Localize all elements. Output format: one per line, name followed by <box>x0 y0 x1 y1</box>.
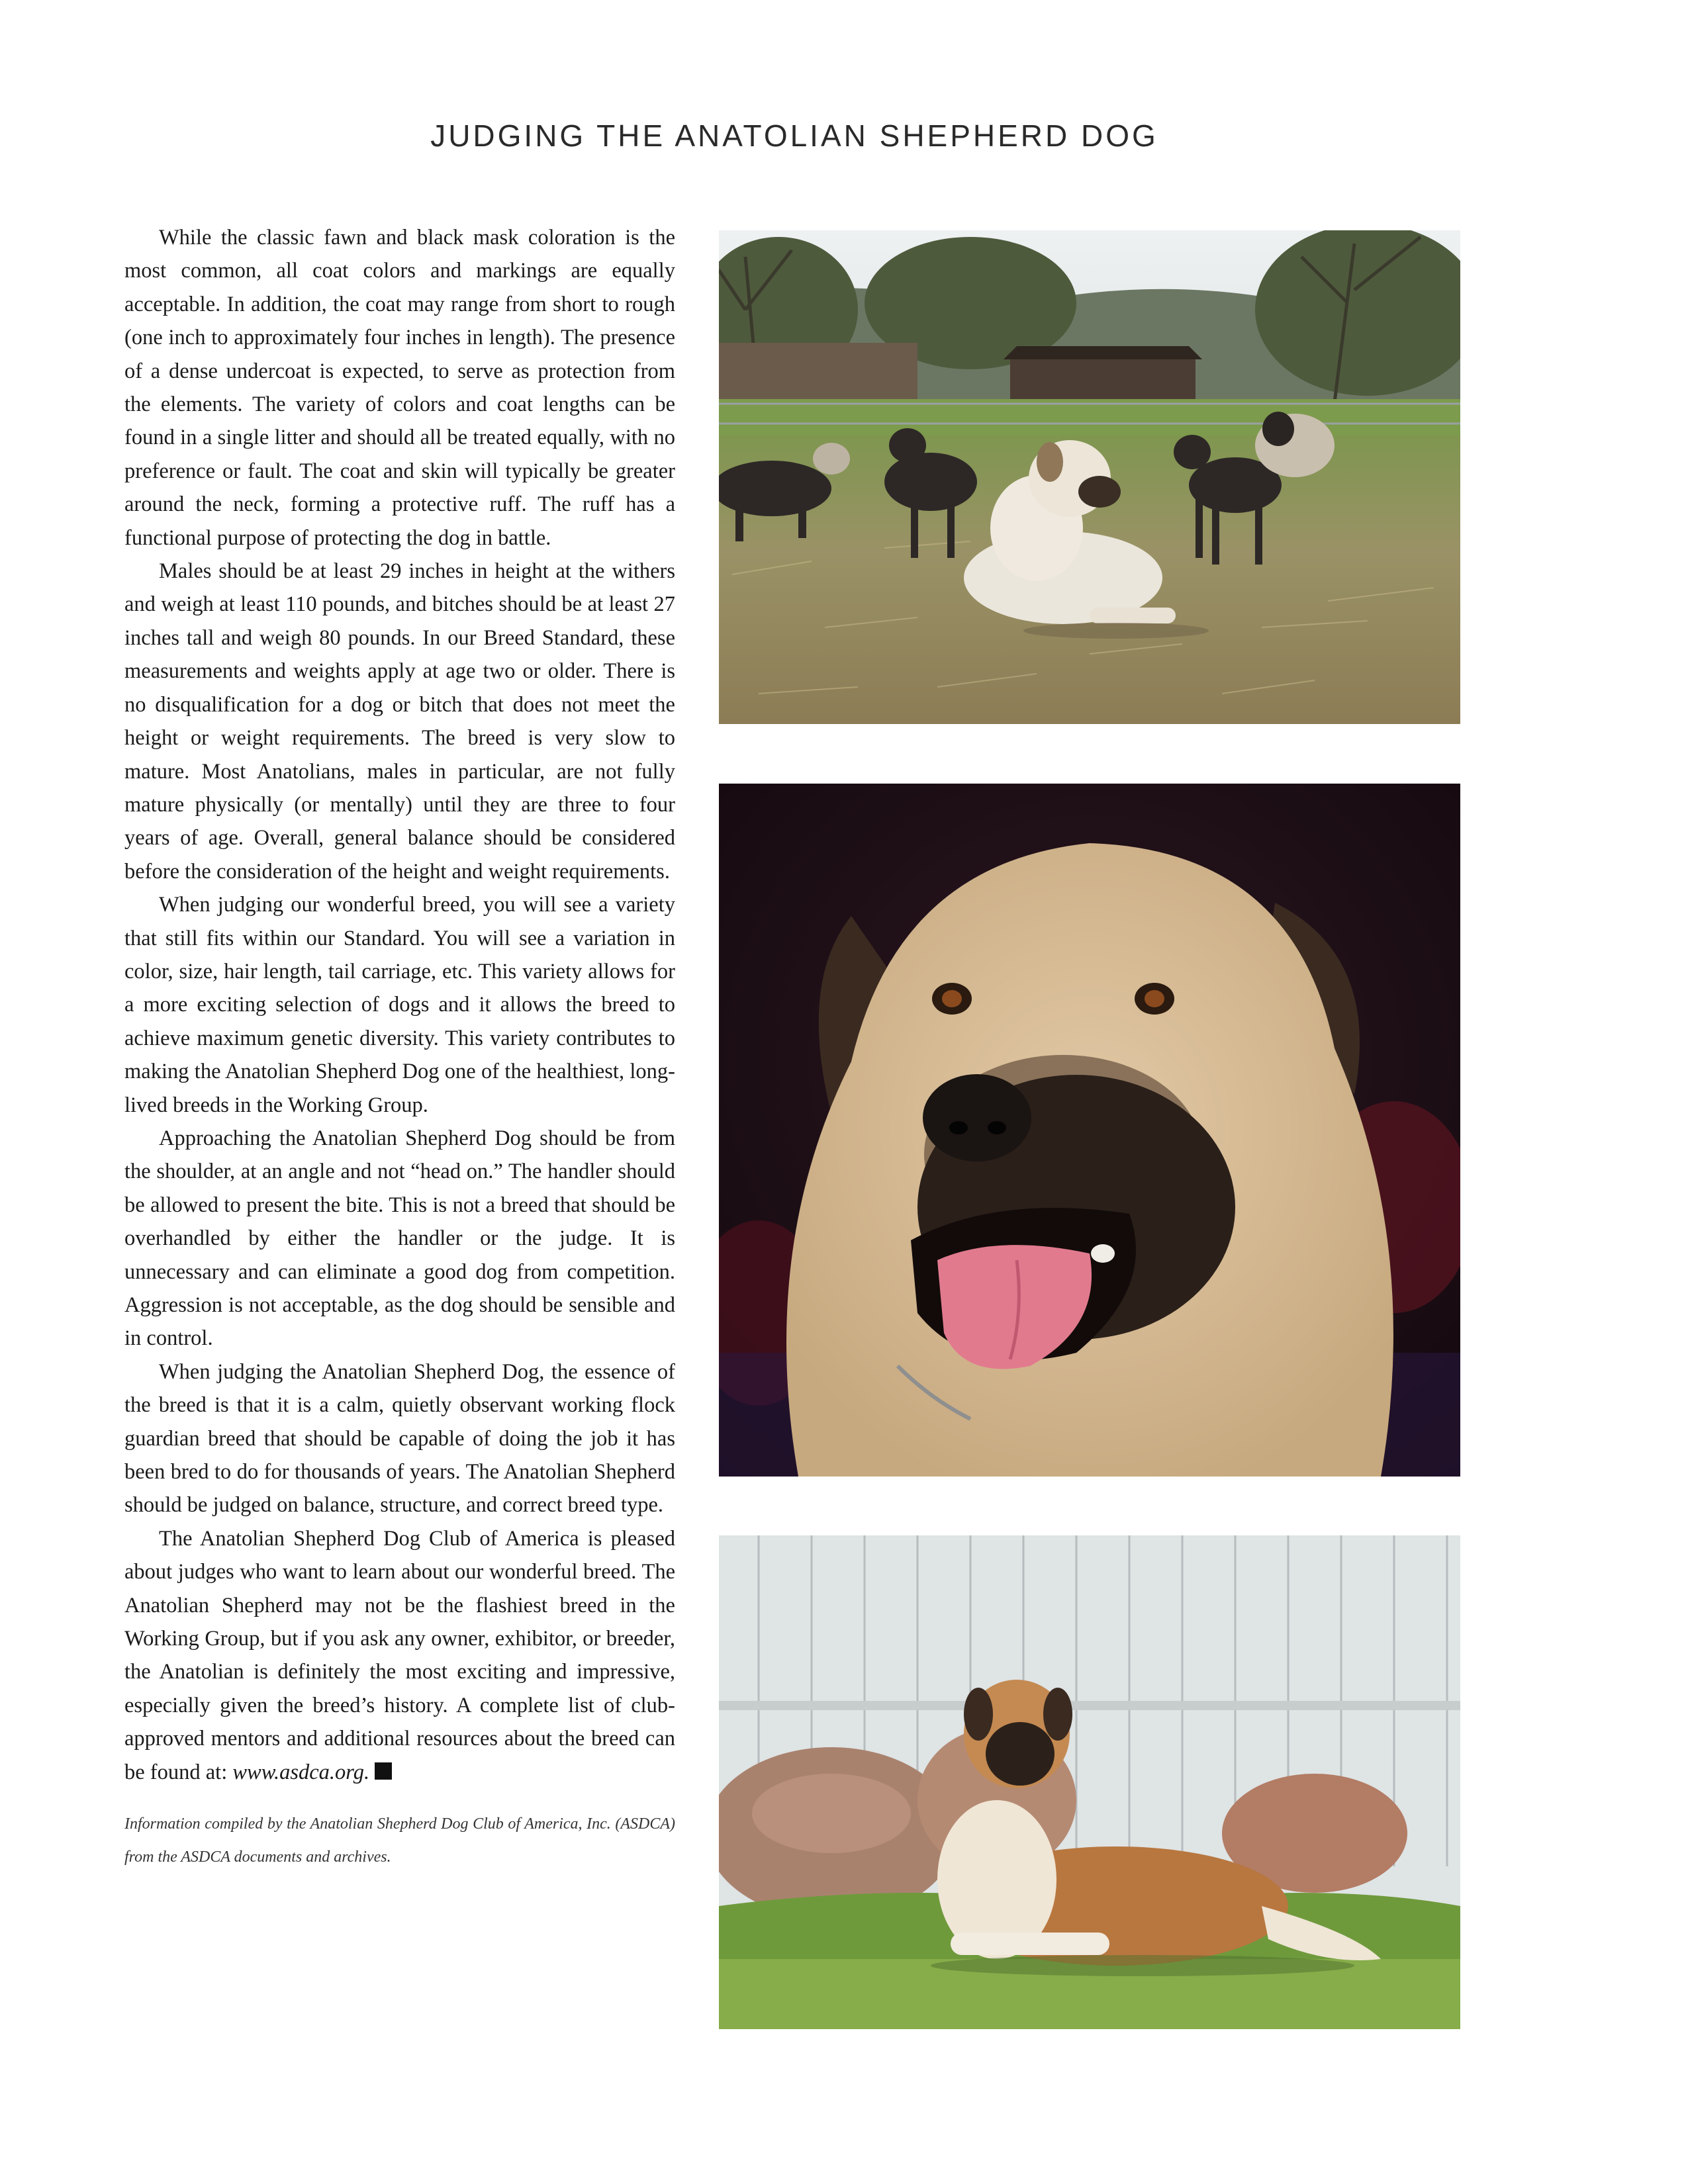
paragraph-variety: When judging our wonderful breed, you will see a variety that still fits within our Standard. You will see a variation in color, size, hair length, tail carriage, etc. This variety allows for a more exciting selection of dogs and it allows the breed to achieve maximum genetic diversity. This variety contributes to making the Anatolian Shepherd Dog one of the healthiest, long-lived breeds in the Working Group. <box>124 893 675 1117</box>
page-header: JUDGING THE ANATOLIAN SHEPHERD DOG <box>430 118 1158 153</box>
paragraph-essence: When judging the Anatolian Shepherd Dog, the essence of the breed is that it is a calm, quietly observant working flock guardian breed that should be capable of doing the job it has been bred to do for thousands of years. The Anatolian Shepherd should be judged on balance, structure, and correct breed type. <box>124 1359 675 1518</box>
photo-dog-headshot-image <box>719 784 1460 1477</box>
paragraph-size: Males should be at least 29 inches in height at the withers and weigh at least 110 pounds, and bitches should be at least 27 inches tall and weigh 80 pounds. In our Breed Standard, these measurements and weights apply at age two or older. There is no disqualification for a dog or bitch that does not meet the height or weight requirements. The breed is very slow to mature. Most Anatolians, males in particular, are not fully mature physically (or mentally) until they are three to four years of age. Overall, general balance should be considered before the consideration of the height and weight requirements. <box>124 559 675 884</box>
club-website-link[interactable]: www.asdca.org. <box>232 1760 370 1784</box>
paragraph-club-text: The Anatolian Shepherd Dog Club of America is pleased about judges who want to learn about our wonderful breed. The Anatolian Shepherd may not be the flashiest breed in the Working Group, but if you ask any owner, exhibitor, or breeder, the Anatolian is definitely the most exciting and impressive, especially given the breed’s history. A complete list of club-approved mentors and additional resources about the breed can be found at: <box>124 1526 675 1784</box>
photo-dog-by-fence <box>719 1535 1460 2029</box>
photo-dog-headshot <box>719 784 1460 1477</box>
photo-dog-with-lambs <box>719 230 1460 724</box>
article-credit: Information compiled by the Anatolian Shepherd Dog Club of America, Inc. (ASDCA) from the ASDCA documents and archives. <box>124 1815 675 1866</box>
text-column <box>124 221 675 1874</box>
photo-dog-with-lambs-image <box>719 230 1460 724</box>
paragraph-club <box>124 1522 675 1789</box>
paragraph-coat: While the classic fawn and black mask coloration is the most common, all coat colors and markings are equally acceptable. In addition, the coat may range from short to rough (one inch to approximately four inches in length). The presence of a dense undercoat is expected, to serve as protection from the elements. The variety of colors and coat lengths can be found in a single litter and should all be treated equally, with no preference or fault. The coat and skin will typically be greater around the neck, forming a protective ruff. The ruff has a functional purpose of protecting the dog in battle. <box>124 226 675 550</box>
paragraph-approach: Approaching the Anatolian Shepherd Dog should be from the shoulder, at an angle and not “head on.” The handler should be allowed to present the bite. This is not a breed that should be overhandled by either the handler or the judge. It is unnecessary and can eliminate a good dog from competition. Aggression is not acceptable, as the dog should be sensible and in control. <box>124 1126 675 1351</box>
end-of-article-mark <box>375 1762 392 1780</box>
photo-dog-by-fence-image <box>719 1535 1460 2029</box>
article-body <box>124 221 675 1789</box>
